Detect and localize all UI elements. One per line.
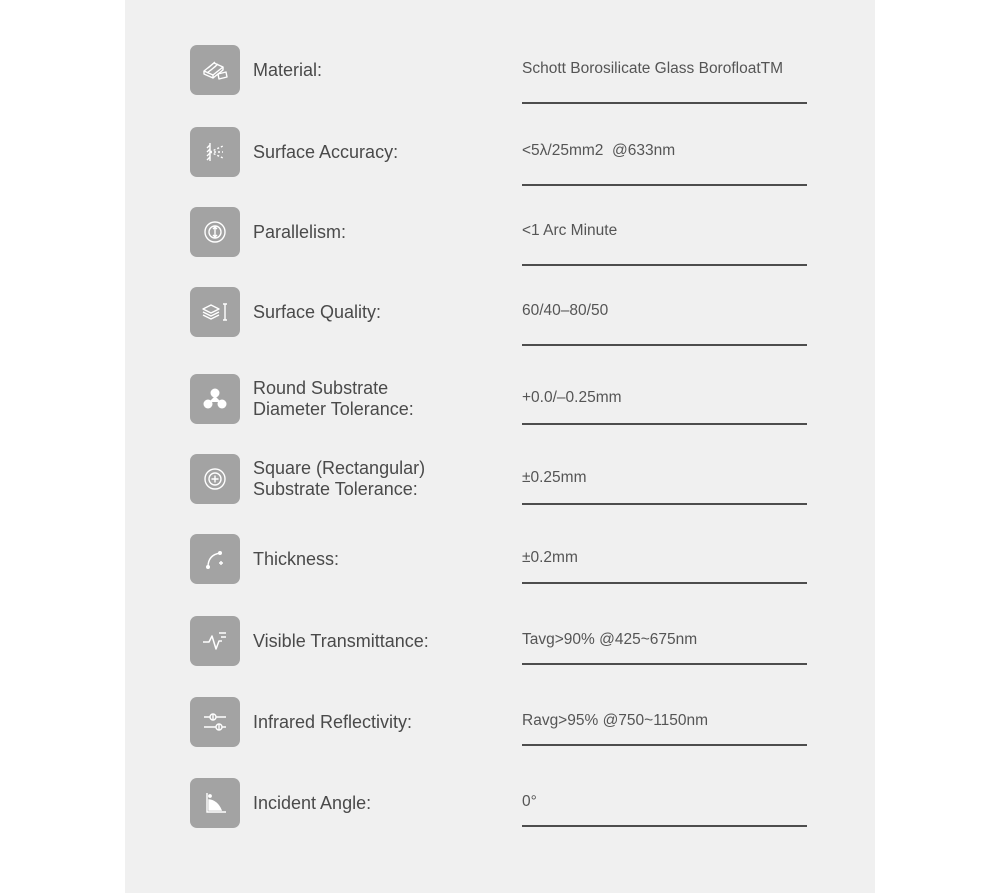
spec-value: <1 Arc Minute (522, 222, 618, 239)
spec-label: Visible Transmittance: (253, 630, 429, 651)
spec-label: Square (Rectangular) Substrate Tolerance: (253, 458, 426, 499)
spec-value: <5λ/25mm2 @633nm (522, 142, 676, 159)
glass-blocks-icon (190, 45, 240, 95)
spec-label: Incident Angle: (253, 792, 372, 813)
divider-line (522, 582, 807, 584)
spec-label: Parallelism: (253, 221, 347, 242)
spec-label: Infrared Reflectivity: (253, 711, 413, 732)
square-substrate-icon (190, 454, 240, 504)
spec-row-round-substrate (125, 374, 875, 454)
parallelism-icon (190, 207, 240, 257)
spec-value: Tavg>90% @425~675nm (522, 631, 698, 648)
spec-value: ±0.25mm (522, 469, 587, 486)
spec-value: +0.0/–0.25mm (522, 389, 622, 406)
spec-value: Schott Borosilicate Glass BorofloatTM (522, 60, 784, 77)
sliders-icon (190, 697, 240, 747)
divider-line (522, 744, 807, 746)
spec-sheet (125, 0, 875, 893)
spec-row-surface-accuracy (125, 127, 875, 207)
spec-row-square-substrate (125, 454, 875, 534)
spec-label: Surface Accuracy: (253, 141, 399, 162)
spec-row-material (125, 45, 875, 125)
spec-value: 60/40–80/50 (522, 302, 609, 319)
spec-label: Material: (253, 59, 323, 80)
divider-line (522, 825, 807, 827)
pulse-wave-icon (190, 616, 240, 666)
spec-row-thickness (125, 534, 875, 614)
thickness-curve-icon (190, 534, 240, 584)
divider-line (522, 264, 807, 266)
divider-line (522, 663, 807, 665)
spec-row-visible-transmittance (125, 616, 875, 696)
spec-label: Round Substrate Diameter Tolerance: (253, 378, 414, 419)
spec-value: ±0.2mm (522, 549, 578, 566)
round-substrate-icon (190, 374, 240, 424)
spec-row-infrared-reflectivity (125, 697, 875, 777)
spec-label: Thickness: (253, 548, 340, 569)
divider-line (522, 102, 807, 104)
spec-value: Ravg>95% @750~1150nm (522, 712, 709, 729)
divider-line (522, 423, 807, 425)
spec-value: 0° (522, 793, 537, 810)
layers-icon (190, 287, 240, 337)
spec-row-surface-quality (125, 287, 875, 367)
spec-row-incident-angle (125, 778, 875, 858)
divider-line (522, 184, 807, 186)
divider-line (522, 503, 807, 505)
divider-line (522, 344, 807, 346)
incident-angle-icon (190, 778, 240, 828)
surface-accuracy-icon (190, 127, 240, 177)
spec-label: Surface Quality: (253, 301, 382, 322)
spec-row-parallelism (125, 207, 875, 287)
